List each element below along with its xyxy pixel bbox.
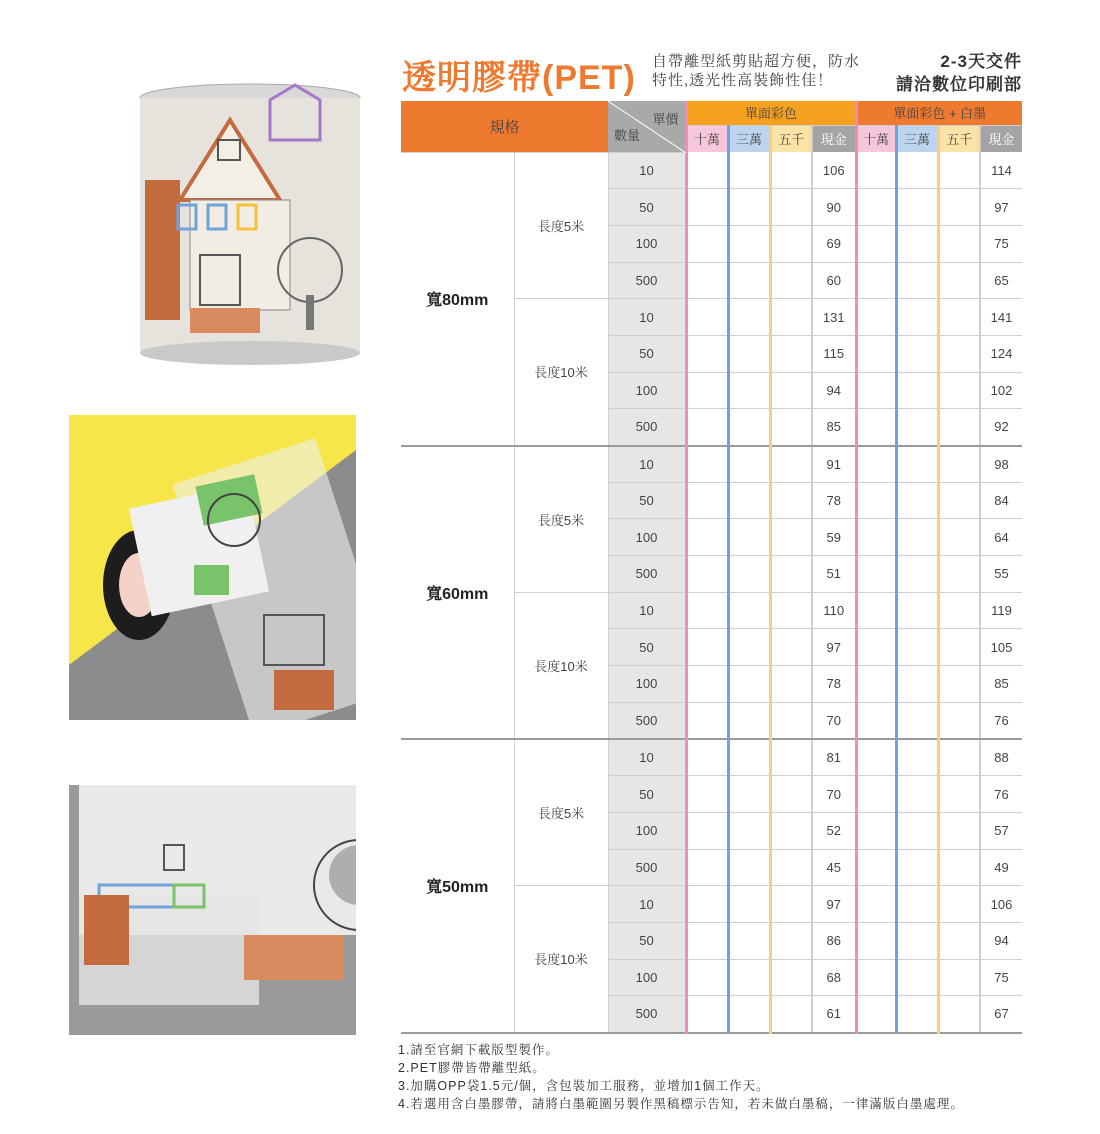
- quantity-cell: 100: [608, 666, 686, 703]
- quantity-cell: 10: [608, 299, 686, 336]
- price-cell-30k: [728, 996, 770, 1033]
- price-cell-5k: [770, 556, 812, 593]
- price-cell-cash: 81: [812, 739, 856, 776]
- quantity-cell: 10: [608, 886, 686, 923]
- spec-header: 規格: [401, 101, 608, 152]
- delivery-contact: 請洽數位印刷部: [896, 75, 1022, 94]
- length-label: 長度5米: [514, 152, 608, 299]
- price-cell-5k: [770, 996, 812, 1033]
- length-label: 長度5米: [514, 739, 608, 886]
- price-cell-30k: [896, 629, 938, 666]
- price-cell-cash: 57: [980, 812, 1022, 849]
- price-cell-cash: 84: [980, 482, 1022, 519]
- price-cell-cash: 105: [980, 629, 1022, 666]
- price-cell-100k: [856, 189, 896, 226]
- price-cell-30k: [728, 262, 770, 299]
- price-cell-5k: [938, 922, 980, 959]
- price-cell-cash: 92: [980, 409, 1022, 446]
- price-cell-5k: [770, 189, 812, 226]
- note-item: 3.加購OPP袋1.5元/個，含包裝加工服務，並增加1個工作天。: [398, 1079, 770, 1093]
- price-cell-5k: [770, 702, 812, 739]
- price-cell-30k: [728, 335, 770, 372]
- price-cell-5k: [770, 812, 812, 849]
- product-photo-tape-sheet: [69, 785, 356, 1035]
- price-cell-100k: [686, 409, 728, 446]
- price-cell-100k: [856, 812, 896, 849]
- quantity-cell: 500: [608, 409, 686, 446]
- price-cell-5k: [770, 409, 812, 446]
- price-cell-cash: 76: [980, 776, 1022, 813]
- product-photo-tape-unrolled: [69, 415, 356, 720]
- quantity-cell: 500: [608, 262, 686, 299]
- price-cell-100k: [856, 225, 896, 262]
- price-cell-100k: [686, 996, 728, 1033]
- price-cell-cash: 59: [812, 519, 856, 556]
- price-cell-30k: [728, 482, 770, 519]
- price-cell-100k: [856, 446, 896, 483]
- price-cell-30k: [728, 702, 770, 739]
- price-cell-cash: 98: [980, 446, 1022, 483]
- quantity-cell: 10: [608, 152, 686, 189]
- price-cell-cash: 85: [980, 666, 1022, 703]
- price-cell-5k: [770, 482, 812, 519]
- price-cell-30k: [728, 739, 770, 776]
- price-cell-5k: [938, 152, 980, 189]
- price-cell-5k: [770, 776, 812, 813]
- price-cell-100k: [686, 225, 728, 262]
- price-cell-30k: [896, 922, 938, 959]
- price-cell-30k: [728, 592, 770, 629]
- price-cell-cash: 70: [812, 702, 856, 739]
- price-cell-100k: [686, 666, 728, 703]
- quantity-cell: 100: [608, 959, 686, 996]
- product-description: [652, 52, 860, 90]
- col-header-cash: 現金: [812, 125, 856, 152]
- price-cell-30k: [896, 849, 938, 886]
- price-cell-cash: 119: [980, 592, 1022, 629]
- length-label: 長度10米: [514, 886, 608, 1033]
- price-cell-100k: [856, 372, 896, 409]
- price-cell-5k: [938, 739, 980, 776]
- price-cell-100k: [686, 189, 728, 226]
- price-cell-100k: [856, 666, 896, 703]
- price-cell-100k: [856, 592, 896, 629]
- price-cell-30k: [728, 776, 770, 813]
- price-cell-100k: [686, 629, 728, 666]
- width-label: 寬80mm: [401, 152, 514, 446]
- price-cell-cash: 97: [812, 886, 856, 923]
- price-cell-30k: [728, 299, 770, 336]
- price-cell-100k: [686, 812, 728, 849]
- price-cell-30k: [896, 592, 938, 629]
- price-cell-30k: [896, 409, 938, 446]
- price-cell-100k: [856, 519, 896, 556]
- price-cell-cash: 90: [812, 189, 856, 226]
- price-cell-100k: [856, 299, 896, 336]
- price-cell-5k: [770, 886, 812, 923]
- price-cell-100k: [686, 886, 728, 923]
- price-cell-5k: [938, 959, 980, 996]
- price-cell-cash: 70: [812, 776, 856, 813]
- price-cell-cash: 106: [980, 886, 1022, 923]
- price-cell-30k: [728, 519, 770, 556]
- quantity-cell: 100: [608, 225, 686, 262]
- quantity-cell: 100: [608, 812, 686, 849]
- price-cell-cash: 86: [812, 922, 856, 959]
- price-cell-5k: [938, 666, 980, 703]
- quantity-cell: 50: [608, 776, 686, 813]
- price-cell-30k: [896, 152, 938, 189]
- note-item: 1.請至官網下載版型製作。: [398, 1043, 559, 1057]
- price-cell-5k: [938, 996, 980, 1033]
- price-cell-30k: [896, 702, 938, 739]
- group-header-color-white: 單面彩色 + 白墨: [856, 101, 1022, 125]
- price-cell-30k: [896, 519, 938, 556]
- quantity-cell: 50: [608, 335, 686, 372]
- price-cell-100k: [686, 262, 728, 299]
- price-cell-30k: [728, 556, 770, 593]
- price-cell-30k: [896, 335, 938, 372]
- price-cell-5k: [938, 482, 980, 519]
- price-cell-5k: [770, 666, 812, 703]
- price-cell-100k: [856, 922, 896, 959]
- price-cell-5k: [770, 225, 812, 262]
- description-line: 自帶離型紙剪貼超方便，防水: [652, 53, 861, 70]
- price-cell-100k: [686, 776, 728, 813]
- col-header-cash: 現金: [980, 125, 1022, 152]
- price-cell-5k: [938, 335, 980, 372]
- price-cell-cash: 75: [980, 959, 1022, 996]
- price-cell-100k: [686, 446, 728, 483]
- price-cell-100k: [856, 849, 896, 886]
- quantity-cell: 500: [608, 849, 686, 886]
- price-cell-30k: [728, 225, 770, 262]
- price-cell-5k: [770, 739, 812, 776]
- price-cell-100k: [856, 959, 896, 996]
- price-cell-cash: 75: [980, 225, 1022, 262]
- quantity-cell: 500: [608, 996, 686, 1033]
- price-cell-cash: 102: [980, 372, 1022, 409]
- price-cell-100k: [686, 739, 728, 776]
- price-cell-5k: [770, 372, 812, 409]
- price-cell-5k: [770, 849, 812, 886]
- col-header: 十萬: [686, 125, 728, 152]
- quantity-cell: 50: [608, 189, 686, 226]
- quantity-cell: 50: [608, 629, 686, 666]
- price-cell-100k: [686, 556, 728, 593]
- price-cell-30k: [728, 922, 770, 959]
- price-cell-cash: 97: [980, 189, 1022, 226]
- quantity-cell: 100: [608, 372, 686, 409]
- price-cell-100k: [686, 482, 728, 519]
- price-cell-100k: [856, 482, 896, 519]
- price-cell-5k: [938, 519, 980, 556]
- price-cell-5k: [938, 225, 980, 262]
- length-label: 長度10米: [514, 299, 608, 446]
- price-cell-30k: [728, 812, 770, 849]
- price-cell-100k: [686, 152, 728, 189]
- description-line: 特性,透光性高裝飾性佳！: [652, 72, 834, 89]
- price-cell-5k: [938, 446, 980, 483]
- price-cell-5k: [938, 776, 980, 813]
- note-item: 4.若選用含白墨膠帶，請將白墨範圍另製作黑稿標示告知，若未做白墨稿，一律滿版白墨處理。: [398, 1097, 964, 1111]
- quantity-cell: 50: [608, 922, 686, 959]
- price-cell-cash: 78: [812, 482, 856, 519]
- price-cell-cash: 106: [812, 152, 856, 189]
- price-cell-30k: [896, 482, 938, 519]
- price-table: [401, 101, 1022, 1034]
- price-cell-cash: 114: [980, 152, 1022, 189]
- price-cell-30k: [896, 189, 938, 226]
- price-cell-100k: [686, 592, 728, 629]
- col-header: 五千: [770, 125, 812, 152]
- price-cell-cash: 141: [980, 299, 1022, 336]
- price-cell-cash: 124: [980, 335, 1022, 372]
- price-cell-5k: [938, 592, 980, 629]
- unit-price-label: 單價: [652, 112, 679, 127]
- group-header-single-color: 單面彩色: [686, 101, 856, 125]
- price-cell-5k: [938, 886, 980, 923]
- price-cell-cash: 97: [812, 629, 856, 666]
- price-cell-100k: [856, 262, 896, 299]
- price-cell-5k: [770, 152, 812, 189]
- quantity-cell: 10: [608, 739, 686, 776]
- price-cell-30k: [728, 666, 770, 703]
- price-cell-30k: [728, 849, 770, 886]
- quantity-cell: 500: [608, 556, 686, 593]
- price-cell-5k: [938, 189, 980, 226]
- price-cell-cash: 88: [980, 739, 1022, 776]
- price-cell-5k: [770, 922, 812, 959]
- price-cell-5k: [770, 959, 812, 996]
- price-cell-cash: 55: [980, 556, 1022, 593]
- price-cell-30k: [728, 152, 770, 189]
- price-cell-30k: [896, 776, 938, 813]
- price-cell-100k: [856, 996, 896, 1033]
- price-cell-cash: 94: [812, 372, 856, 409]
- price-cell-100k: [856, 409, 896, 446]
- width-label: 寬60mm: [401, 446, 514, 740]
- price-cell-5k: [770, 592, 812, 629]
- price-cell-100k: [686, 299, 728, 336]
- price-cell-5k: [938, 299, 980, 336]
- price-cell-30k: [728, 959, 770, 996]
- price-cell-cash: 78: [812, 666, 856, 703]
- quantity-cell: 10: [608, 446, 686, 483]
- price-cell-100k: [856, 335, 896, 372]
- table-row: [401, 739, 1022, 776]
- price-cell-30k: [896, 886, 938, 923]
- col-header: 十萬: [856, 125, 896, 152]
- table-row: [401, 152, 1022, 189]
- price-cell-100k: [856, 702, 896, 739]
- col-header: 三萬: [896, 125, 938, 152]
- quantity-cell: 100: [608, 519, 686, 556]
- price-cell-30k: [728, 189, 770, 226]
- price-cell-30k: [896, 739, 938, 776]
- price-cell-5k: [938, 262, 980, 299]
- price-cell-5k: [938, 702, 980, 739]
- price-cell-5k: [938, 409, 980, 446]
- length-label: 長度5米: [514, 446, 608, 593]
- price-cell-100k: [856, 886, 896, 923]
- price-cell-5k: [938, 629, 980, 666]
- col-header: 五千: [938, 125, 980, 152]
- price-cell-cash: 85: [812, 409, 856, 446]
- col-header: 三萬: [728, 125, 770, 152]
- table-row: [401, 446, 1022, 483]
- price-cell-5k: [938, 812, 980, 849]
- length-label: 長度10米: [514, 592, 608, 739]
- price-cell-30k: [728, 629, 770, 666]
- price-cell-cash: 51: [812, 556, 856, 593]
- quantity-cell: 10: [608, 592, 686, 629]
- price-cell-cash: 68: [812, 959, 856, 996]
- price-cell-cash: 76: [980, 702, 1022, 739]
- price-cell-30k: [896, 372, 938, 409]
- price-cell-cash: 61: [812, 996, 856, 1033]
- price-cell-30k: [728, 886, 770, 923]
- price-cell-30k: [896, 812, 938, 849]
- price-cell-100k: [686, 849, 728, 886]
- price-cell-100k: [856, 739, 896, 776]
- price-cell-5k: [938, 372, 980, 409]
- price-cell-cash: 91: [812, 446, 856, 483]
- price-cell-30k: [896, 225, 938, 262]
- price-cell-30k: [896, 299, 938, 336]
- price-cell-5k: [770, 262, 812, 299]
- price-cell-30k: [896, 262, 938, 299]
- price-cell-100k: [856, 152, 896, 189]
- price-cell-100k: [686, 519, 728, 556]
- price-cell-cash: 94: [980, 922, 1022, 959]
- price-cell-cash: 67: [980, 996, 1022, 1033]
- delivery-info: [882, 50, 1022, 96]
- price-cell-30k: [896, 666, 938, 703]
- width-label: 寬50mm: [401, 739, 514, 1033]
- price-cell-5k: [770, 629, 812, 666]
- notes: [398, 1041, 964, 1113]
- note-item: 2.PET膠帶皆帶離型紙。: [398, 1061, 546, 1075]
- price-cell-5k: [770, 446, 812, 483]
- price-cell-100k: [686, 922, 728, 959]
- price-cell-cash: 60: [812, 262, 856, 299]
- price-cell-cash: 65: [980, 262, 1022, 299]
- price-cell-cash: 131: [812, 299, 856, 336]
- price-cell-100k: [856, 556, 896, 593]
- product-photo-tape-roll: [120, 80, 380, 370]
- price-cell-100k: [856, 776, 896, 813]
- price-quantity-header: [608, 101, 686, 152]
- delivery-time: 2-3天交件: [940, 52, 1022, 71]
- price-cell-cash: 115: [812, 335, 856, 372]
- quantity-label: 數量: [614, 127, 641, 143]
- price-cell-5k: [770, 299, 812, 336]
- page-title: 透明膠帶(PET): [402, 59, 636, 97]
- price-cell-100k: [686, 702, 728, 739]
- price-cell-5k: [770, 519, 812, 556]
- price-cell-30k: [896, 556, 938, 593]
- price-cell-30k: [728, 372, 770, 409]
- price-cell-5k: [938, 849, 980, 886]
- price-cell-30k: [896, 446, 938, 483]
- price-cell-cash: 52: [812, 812, 856, 849]
- price-cell-5k: [770, 335, 812, 372]
- price-cell-100k: [856, 629, 896, 666]
- quantity-cell: 50: [608, 482, 686, 519]
- price-cell-5k: [938, 556, 980, 593]
- price-cell-30k: [896, 959, 938, 996]
- price-cell-cash: 69: [812, 225, 856, 262]
- price-cell-30k: [728, 446, 770, 483]
- price-cell-100k: [686, 372, 728, 409]
- price-cell-cash: 49: [980, 849, 1022, 886]
- quantity-cell: 500: [608, 702, 686, 739]
- price-table-body: [401, 152, 1022, 1033]
- price-cell-100k: [686, 335, 728, 372]
- price-cell-30k: [728, 409, 770, 446]
- price-cell-30k: [896, 996, 938, 1033]
- price-cell-cash: 45: [812, 849, 856, 886]
- price-cell-100k: [686, 959, 728, 996]
- price-cell-cash: 64: [980, 519, 1022, 556]
- price-cell-cash: 110: [812, 592, 856, 629]
